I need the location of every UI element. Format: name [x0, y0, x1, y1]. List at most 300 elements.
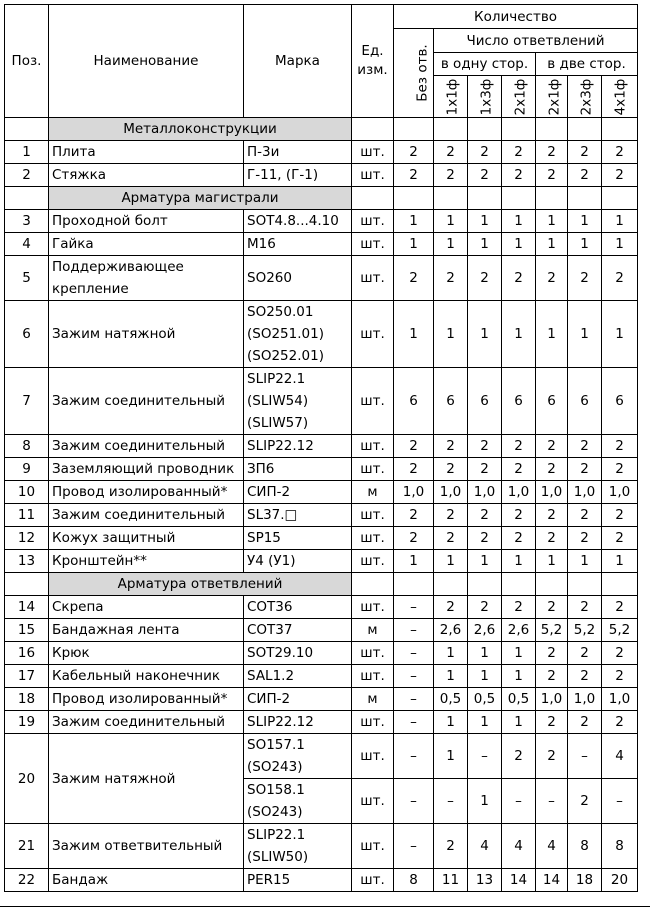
row-pos: 13 [5, 550, 49, 573]
section-empty [502, 573, 536, 596]
row-name: Кожух защитный [49, 527, 244, 550]
row-mark: SO250.01 (SO251.01) (SO252.01) [244, 301, 352, 368]
row-unit: шт. [352, 164, 394, 187]
row-qty: 2 [568, 141, 602, 164]
table-row [5, 210, 638, 233]
row-mark: SLIP22.1 (SLIW50) [244, 824, 352, 869]
header-name: Наименование [49, 5, 244, 118]
row-mark: SP15 [244, 527, 352, 550]
section-empty [502, 187, 536, 210]
row-qty: – [434, 779, 468, 824]
row-qty: 1 [394, 301, 434, 368]
header-no-branch: Без отв. [414, 44, 431, 102]
table-row [5, 550, 638, 573]
row-qty: 2 [536, 504, 568, 527]
row-qty: 1 [536, 233, 568, 256]
row-pos: 7 [5, 368, 49, 435]
row-unit: шт. [352, 368, 394, 435]
table-row [5, 435, 638, 458]
table-row [5, 869, 638, 892]
section-empty [352, 573, 394, 596]
row-qty: 2 [536, 141, 568, 164]
row-qty: 4 [602, 734, 638, 779]
row-qty: 2 [394, 141, 434, 164]
header-one-side: в одну стор. [434, 53, 536, 76]
row-unit: шт. [352, 711, 394, 734]
row-qty: 2 [568, 527, 602, 550]
section-empty [5, 573, 49, 596]
row-mark: COT36 [244, 596, 352, 619]
row-qty: 18 [568, 869, 602, 892]
row-qty: 1 [602, 550, 638, 573]
row-qty: 2 [502, 734, 536, 779]
row-qty: 1 [434, 642, 468, 665]
row-mark: SAL1.2 [244, 665, 352, 688]
table-row [5, 824, 638, 869]
section-row [5, 118, 638, 141]
row-qty: 1 [394, 210, 434, 233]
row-name: Провод изолированный* [49, 688, 244, 711]
row-pos: 19 [5, 711, 49, 734]
table-row [5, 734, 638, 779]
row-name: Скрепа [49, 596, 244, 619]
table-row [5, 256, 638, 301]
row-mark: СИП-2 [244, 688, 352, 711]
row-name: Зажим натяжной [49, 301, 244, 368]
row-qty: 1 [602, 233, 638, 256]
header-col-3: 2x1ф [502, 76, 536, 118]
header-col-5: 2x3ф [568, 76, 602, 118]
row-name: Проходной болт [49, 210, 244, 233]
section-empty [568, 573, 602, 596]
row-qty: 1 [434, 665, 468, 688]
row-pos: 10 [5, 481, 49, 504]
section-empty [434, 573, 468, 596]
row-qty: 2,6 [468, 619, 502, 642]
row-qty: 2 [568, 256, 602, 301]
row-qty: 1 [434, 210, 468, 233]
row-name: Стяжка [49, 164, 244, 187]
header-col-2: 1x3ф [468, 76, 502, 118]
bottom-frame-line [0, 906, 650, 907]
row-qty: 2 [434, 504, 468, 527]
section-empty [394, 573, 434, 596]
section-empty [602, 118, 638, 141]
row-qty: 1 [502, 550, 536, 573]
row-qty: 2 [568, 435, 602, 458]
row-name: Плита [49, 141, 244, 164]
row-qty: – [394, 642, 434, 665]
section-row [5, 187, 638, 210]
row-name: Кабельный наконечник [49, 665, 244, 688]
row-qty: 1,0 [568, 481, 602, 504]
row-qty: 2 [536, 164, 568, 187]
row-qty: 1 [602, 301, 638, 368]
row-qty: 1,0 [536, 688, 568, 711]
row-name: Бандаж [49, 869, 244, 892]
row-unit: шт. [352, 734, 394, 779]
row-qty: 2 [536, 458, 568, 481]
row-qty: 1 [536, 550, 568, 573]
row-qty: 2 [502, 458, 536, 481]
row-qty: 2 [468, 256, 502, 301]
row-mark: SLIP22.12 [244, 435, 352, 458]
row-qty: 1 [568, 550, 602, 573]
row-unit: шт. [352, 665, 394, 688]
row-qty: 2 [602, 665, 638, 688]
row-qty: 1 [434, 301, 468, 368]
section-title: Арматура ответвлений [49, 573, 352, 596]
table-row [5, 301, 638, 368]
row-mark: SLIP22.1 (SLIW54) (SLIW57) [244, 368, 352, 435]
row-qty: 2 [536, 642, 568, 665]
row-pos: 22 [5, 869, 49, 892]
row-unit: шт. [352, 504, 394, 527]
row-pos: 11 [5, 504, 49, 527]
row-qty: 2 [568, 596, 602, 619]
row-qty: 4 [468, 824, 502, 869]
row-qty: 1 [434, 550, 468, 573]
row-qty: 1 [468, 711, 502, 734]
row-qty: 4 [536, 824, 568, 869]
row-qty: 2 [468, 164, 502, 187]
row-qty: – [536, 779, 568, 824]
row-qty: 2 [536, 596, 568, 619]
section-empty [468, 187, 502, 210]
section-empty [394, 118, 434, 141]
row-unit: шт. [352, 210, 394, 233]
row-qty: – [394, 734, 434, 779]
row-qty: 1,0 [602, 688, 638, 711]
row-unit: м [352, 481, 394, 504]
row-unit: шт. [352, 642, 394, 665]
row-qty: 14 [502, 869, 536, 892]
row-qty: – [394, 665, 434, 688]
row-qty: 2 [502, 527, 536, 550]
row-qty: 1,0 [502, 481, 536, 504]
row-qty: 6 [568, 368, 602, 435]
row-qty: 2 [568, 164, 602, 187]
row-qty: 2 [602, 711, 638, 734]
row-qty: 2 [536, 665, 568, 688]
row-qty: 20 [602, 869, 638, 892]
row-qty: 1 [468, 550, 502, 573]
row-qty: 2 [502, 256, 536, 301]
row-qty: 2 [394, 256, 434, 301]
table-row [5, 458, 638, 481]
row-qty: – [394, 779, 434, 824]
row-qty: – [394, 824, 434, 869]
row-unit: шт. [352, 550, 394, 573]
row-unit: шт. [352, 256, 394, 301]
row-qty: 0,5 [502, 688, 536, 711]
row-pos: 3 [5, 210, 49, 233]
row-qty: 2 [602, 642, 638, 665]
row-qty: 2 [394, 164, 434, 187]
row-qty: 2 [502, 141, 536, 164]
row-mark: PER15 [244, 869, 352, 892]
row-qty: 2 [434, 164, 468, 187]
row-qty: 2 [434, 527, 468, 550]
row-pos: 8 [5, 435, 49, 458]
row-qty: 1,0 [434, 481, 468, 504]
row-unit: шт. [352, 869, 394, 892]
row-qty: 1 [568, 301, 602, 368]
row-mark: COT37 [244, 619, 352, 642]
row-qty: 1,0 [536, 481, 568, 504]
row-qty: 2 [602, 596, 638, 619]
table-row [5, 233, 638, 256]
row-mark: SL37.□ [244, 504, 352, 527]
row-name: Поддерживающее крепление [49, 256, 244, 301]
row-qty: 2 [602, 141, 638, 164]
row-qty: 1 [502, 642, 536, 665]
row-qty: 2 [568, 642, 602, 665]
row-qty: 1 [394, 233, 434, 256]
row-qty: 6 [468, 368, 502, 435]
table-row [5, 504, 638, 527]
row-qty: 2 [568, 665, 602, 688]
section-empty [468, 573, 502, 596]
row-qty: 2 [602, 164, 638, 187]
row-qty: 2 [434, 458, 468, 481]
row-qty: 6 [394, 368, 434, 435]
section-empty [536, 187, 568, 210]
header-quantity: Количество [394, 5, 638, 29]
row-pos: 15 [5, 619, 49, 642]
table-row [5, 527, 638, 550]
row-pos: 20 [5, 734, 49, 824]
table-row [5, 596, 638, 619]
section-empty [394, 187, 434, 210]
row-qty: 8 [602, 824, 638, 869]
row-qty: 2 [536, 435, 568, 458]
row-qty: – [394, 688, 434, 711]
row-pos: 21 [5, 824, 49, 869]
row-qty: 2 [468, 435, 502, 458]
row-qty: 1 [468, 665, 502, 688]
header-mark: Марка [244, 5, 352, 118]
row-qty: 1 [468, 301, 502, 368]
row-qty: 2 [502, 504, 536, 527]
row-unit: м [352, 619, 394, 642]
row-pos: 17 [5, 665, 49, 688]
row-qty: 6 [502, 368, 536, 435]
row-qty: 2 [536, 256, 568, 301]
row-qty: 2 [602, 458, 638, 481]
row-qty: 2 [568, 779, 602, 824]
row-mark: Г-11, (Г-1) [244, 164, 352, 187]
row-pos: 5 [5, 256, 49, 301]
row-pos: 2 [5, 164, 49, 187]
row-qty: 2,6 [434, 619, 468, 642]
row-qty: 1 [468, 210, 502, 233]
row-qty: 8 [568, 824, 602, 869]
row-qty: 1 [536, 301, 568, 368]
section-row [5, 573, 638, 596]
row-qty: 1 [434, 233, 468, 256]
row-qty: 2 [434, 141, 468, 164]
row-name: Зажим ответвительный [49, 824, 244, 869]
section-empty [5, 118, 49, 141]
table-row [5, 711, 638, 734]
row-qty: 2 [536, 734, 568, 779]
row-qty: 2 [502, 435, 536, 458]
table-row [5, 141, 638, 164]
section-empty [434, 118, 468, 141]
row-qty: – [568, 734, 602, 779]
row-name: Заземляющий проводник [49, 458, 244, 481]
row-qty: 1 [502, 210, 536, 233]
row-name: Зажим соединительный [49, 435, 244, 458]
row-qty: 1 [536, 210, 568, 233]
row-unit: шт. [352, 458, 394, 481]
row-qty: 1 [602, 210, 638, 233]
row-name: Гайка [49, 233, 244, 256]
row-pos: 1 [5, 141, 49, 164]
row-qty: 8 [394, 869, 434, 892]
row-mark: СИП-2 [244, 481, 352, 504]
section-title: Металлоконструкции [49, 118, 352, 141]
table-row [5, 164, 638, 187]
section-empty [536, 573, 568, 596]
row-qty: 1,0 [602, 481, 638, 504]
row-qty: 2 [602, 256, 638, 301]
row-qty: 1,0 [468, 481, 502, 504]
row-qty: 6 [602, 368, 638, 435]
section-empty [568, 118, 602, 141]
row-name: Зажим соединительный [49, 711, 244, 734]
row-qty: 1,0 [568, 688, 602, 711]
row-qty: 5,2 [536, 619, 568, 642]
row-qty: 2 [536, 527, 568, 550]
table-row [5, 368, 638, 435]
row-qty: 2 [602, 527, 638, 550]
section-empty [568, 187, 602, 210]
row-name: Бандажная лента [49, 619, 244, 642]
header-no-branch-cell [394, 29, 434, 118]
row-qty: 1 [568, 210, 602, 233]
row-unit: шт. [352, 301, 394, 368]
header-col-1: 1x1ф [434, 76, 468, 118]
row-unit: шт. [352, 233, 394, 256]
table-row [5, 481, 638, 504]
header-unit: Ед. изм. [352, 5, 394, 118]
row-qty: 1 [434, 711, 468, 734]
row-qty: 5,2 [568, 619, 602, 642]
row-qty: 0,5 [434, 688, 468, 711]
row-unit: шт. [352, 141, 394, 164]
row-qty: 2,6 [502, 619, 536, 642]
row-qty: – [394, 619, 434, 642]
section-empty [352, 118, 394, 141]
row-qty: 2 [394, 435, 434, 458]
row-qty: 2 [536, 711, 568, 734]
row-qty: 2 [434, 824, 468, 869]
row-qty: 2 [468, 504, 502, 527]
row-qty: 0,5 [468, 688, 502, 711]
table-row [5, 688, 638, 711]
row-unit: м [352, 688, 394, 711]
header-two-sides: в две стор. [536, 53, 638, 76]
section-empty [352, 187, 394, 210]
header-pos: Поз. [5, 5, 49, 118]
row-qty: 1 [502, 233, 536, 256]
row-name: Крюк [49, 642, 244, 665]
row-qty: 2 [468, 458, 502, 481]
row-qty: – [394, 596, 434, 619]
row-mark: М16 [244, 233, 352, 256]
row-mark: П-3и [244, 141, 352, 164]
header-col-6: 4x1ф [602, 76, 638, 118]
row-pos: 18 [5, 688, 49, 711]
row-unit: шт. [352, 527, 394, 550]
row-qty: 1 [468, 642, 502, 665]
row-qty: 2 [502, 596, 536, 619]
row-pos: 12 [5, 527, 49, 550]
row-qty: 2 [394, 504, 434, 527]
row-qty: 2 [434, 435, 468, 458]
row-qty: 14 [536, 869, 568, 892]
header-branches: Число ответвлений [434, 29, 638, 53]
row-mark: SOT29.10 [244, 642, 352, 665]
row-qty: 2 [502, 164, 536, 187]
row-qty: – [502, 779, 536, 824]
header-col-4: 2x1ф [536, 76, 568, 118]
table-row [5, 642, 638, 665]
row-qty: – [394, 711, 434, 734]
row-qty: 6 [536, 368, 568, 435]
section-empty [602, 573, 638, 596]
row-qty: 1 [434, 734, 468, 779]
row-qty: 1 [394, 550, 434, 573]
row-name: Провод изолированный* [49, 481, 244, 504]
section-empty [434, 187, 468, 210]
table-row [5, 665, 638, 688]
row-qty: 1,0 [394, 481, 434, 504]
row-qty: 2 [602, 504, 638, 527]
row-mark: SLIP22.12 [244, 711, 352, 734]
row-unit: шт. [352, 824, 394, 869]
row-name: Зажим соединительный [49, 368, 244, 435]
row-qty: 6 [434, 368, 468, 435]
row-name: Кронштейн** [49, 550, 244, 573]
row-qty: 11 [434, 869, 468, 892]
row-qty: 1 [502, 301, 536, 368]
row-pos: 4 [5, 233, 49, 256]
row-pos: 16 [5, 642, 49, 665]
row-qty: 2 [468, 527, 502, 550]
row-qty: 1 [568, 233, 602, 256]
row-unit: шт. [352, 779, 394, 824]
row-qty: – [468, 734, 502, 779]
specification-table [4, 4, 638, 892]
row-qty: 2 [394, 458, 434, 481]
row-name: Зажим натяжной [49, 734, 244, 824]
section-empty [468, 118, 502, 141]
row-mark: У4 (У1) [244, 550, 352, 573]
row-qty: 2 [434, 256, 468, 301]
row-qty: 2 [468, 596, 502, 619]
table-row [5, 619, 638, 642]
row-qty: 1 [468, 779, 502, 824]
row-unit: шт. [352, 596, 394, 619]
row-mark: ЗП6 [244, 458, 352, 481]
row-pos: 14 [5, 596, 49, 619]
row-pos: 9 [5, 458, 49, 481]
row-qty: 2 [568, 711, 602, 734]
row-name: Зажим соединительный [49, 504, 244, 527]
